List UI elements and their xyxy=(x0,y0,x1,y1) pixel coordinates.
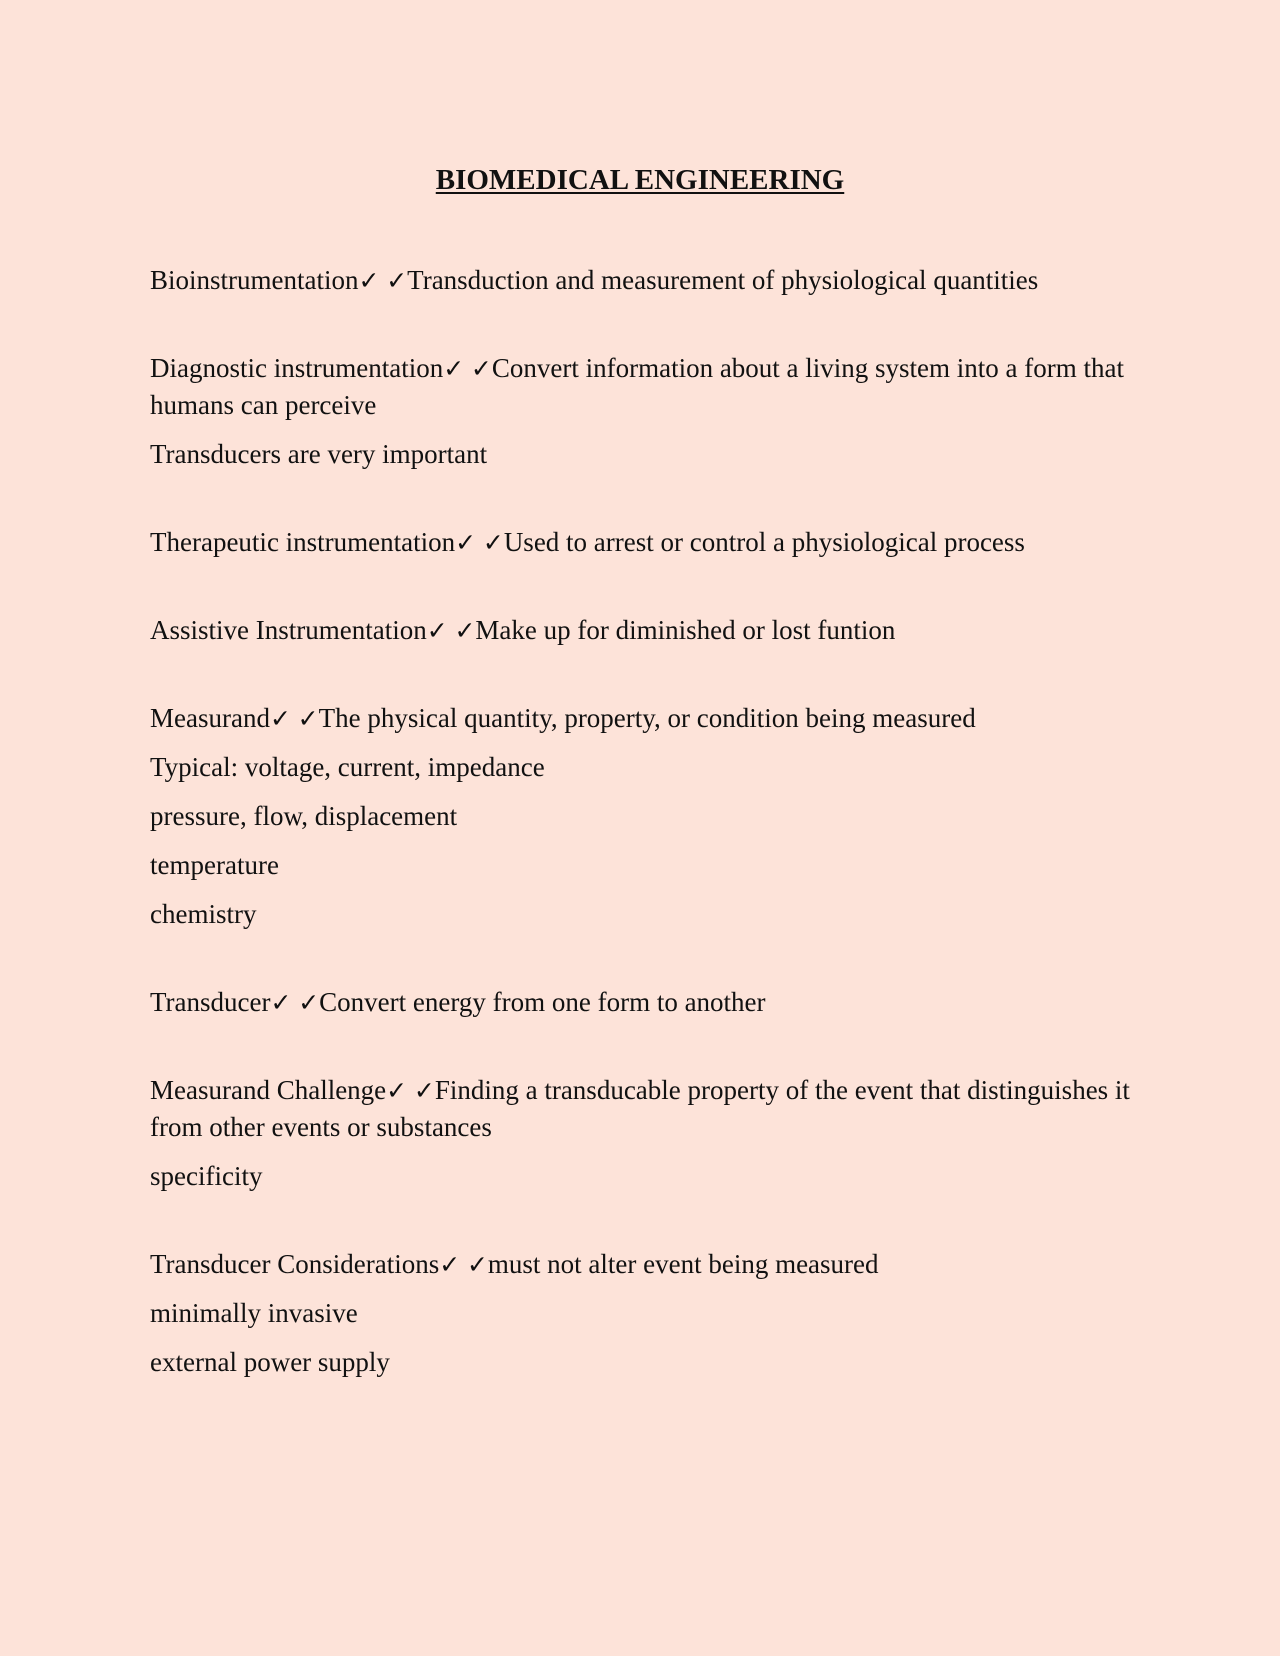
entry-line xyxy=(150,612,1150,649)
entry-extra-line: chemistry xyxy=(150,899,257,929)
entry-line xyxy=(150,524,1150,561)
entry-definition: Transduction and measurement of physiological quantities xyxy=(407,265,1039,295)
entry-definition: The physical quantity, property, or condition being measured xyxy=(318,703,976,733)
entry-line xyxy=(150,1246,1150,1283)
entry-extra-line: Transducers are very important xyxy=(150,439,488,469)
entry-term: Transducer Considerations xyxy=(150,1249,440,1279)
check-icon: ✓ xyxy=(439,1250,461,1279)
check-icon: ✓ xyxy=(482,528,504,557)
entry-transducer-considerations xyxy=(150,1246,1150,1381)
check-icon: ✓ xyxy=(358,266,380,295)
entry-line xyxy=(150,984,1150,1021)
entry-extra-line: pressure, flow, displacement xyxy=(150,801,458,831)
check-icon: ✓ xyxy=(426,616,448,645)
entry-line xyxy=(150,262,1150,299)
entry-extra-line: specificity xyxy=(150,1161,263,1191)
check-icon: ✓ xyxy=(386,1076,408,1105)
entry-assistive-instrumentation xyxy=(150,612,1150,649)
entry-diagnostic-instrumentation xyxy=(150,350,1150,473)
entry-extra-line: temperature xyxy=(150,850,279,880)
check-icon: ✓ xyxy=(386,266,408,295)
entry-definition: must not alter event being measured xyxy=(487,1249,879,1279)
check-icon: ✓ xyxy=(297,704,319,733)
entry-term: Measurand Challenge xyxy=(150,1075,387,1105)
entry-definition: Used to arrest or control a physiological process xyxy=(503,527,1025,557)
entry-definition: Finding a transducable property of the event that distinguishes it from other events or substances xyxy=(150,1075,1130,1142)
entry-therapeutic-instrumentation xyxy=(150,524,1150,561)
entry-term: Assistive Instrumentation xyxy=(150,615,427,645)
entry-extra-line: external power supply xyxy=(150,1347,390,1377)
check-icon: ✓ xyxy=(269,704,291,733)
entries-list xyxy=(150,262,1150,1432)
check-icon: ✓ xyxy=(454,616,476,645)
entry-term: Measurand xyxy=(150,703,270,733)
check-icon: ✓ xyxy=(455,528,477,557)
entry-measurand xyxy=(150,700,1150,933)
entry-extra-line: minimally invasive xyxy=(150,1298,358,1328)
entry-bioinstrumentation xyxy=(150,262,1150,299)
entry-term: Diagnostic instrumentation xyxy=(150,353,444,383)
check-icon: ✓ xyxy=(413,1076,435,1105)
entry-line xyxy=(150,350,1150,424)
entry-definition: Convert information about a living system into a form that humans can perceive xyxy=(150,353,1124,420)
check-icon: ✓ xyxy=(466,1250,488,1279)
entry-term: Bioinstrumentation xyxy=(150,265,359,295)
entry-measurand-challenge xyxy=(150,1072,1150,1195)
entry-definition: Make up for diminished or lost funtion xyxy=(475,615,896,645)
entry-term: Transducer xyxy=(150,987,271,1017)
entry-term: Therapeutic instrumentation xyxy=(150,527,456,557)
entry-transducer xyxy=(150,984,1150,1021)
check-icon: ✓ xyxy=(298,988,320,1017)
check-icon: ✓ xyxy=(270,988,292,1017)
entry-extra-line: Typical: voltage, current, impedance xyxy=(150,752,545,782)
entry-definition: Convert energy from one form to another xyxy=(319,987,766,1017)
check-icon: ✓ xyxy=(470,354,492,383)
entry-line xyxy=(150,1072,1150,1146)
check-icon: ✓ xyxy=(443,354,465,383)
page-title: BIOMEDICAL ENGINEERING xyxy=(435,164,845,196)
entry-line xyxy=(150,700,1150,737)
